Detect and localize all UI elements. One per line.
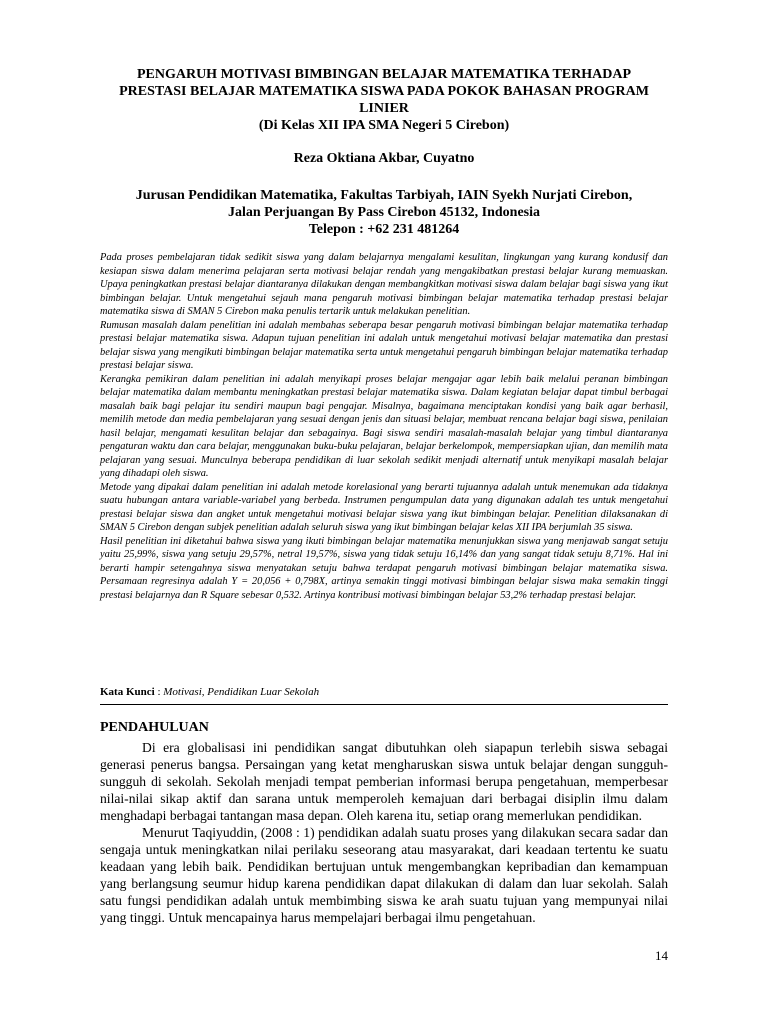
title-line-2: PRESTASI BELAJAR MATEMATIKA SISWA PADA POKOK BAHASAN PROGRAM xyxy=(119,84,649,99)
abstract-paragraph-3: Kerangka pemikiran dalam penelitian ini adalah menyikapi proses belajar mengajar agar lebih baik melalui peranan bimbingan belajar matematika dalam membantu meningkatkan prestasi belajar matematika siswa. Dalam kegiatan belajar dapat timbul berbagai masalah baik bagi pelajar itu sendiri maupun bagi pengajar. Misalnya, bagaimana menciptakan kondisi yang baik agar berhasil, memilih metode dan media pembelajaran yang sesuai dengan jenis dan situasi belajar, membuat rencana belajar bagi siswa, penilaian hasil belajar, mengamati kesulitan belajar dan sebagainya. Bagi siswa sendiri masalah-masalah belajar yang timbul diantaranya pengaturan waktu dan cara belajar, menggunakan buku-buku pelajaran, belajar berkelompok, mempersiapkan ujian, dan memilih mata pelajaran yang sesuai. Munculnya beberapa pendidikan di luar sekolah sedikit menjadi alternatif untuk menyikapi masalah belajar yang dihadapi oleh siswa. xyxy=(100,373,668,479)
body-paragraph-2: Menurut Taqiyuddin, (2008 : 1) pendidikan adalah suatu proses yang dilakukan secara sadar dan sengaja untuk meningkatkan nilai perilaku seseorang atau masyarakat, dari keadaan tertentu ke suatu keadaan yang lebih baik. Pendidikan bertujuan untuk mengembangkan kepribadian dan kemampuan yang berlangsung seumur hidup karena pendidikan dapat dilakukan di dalam dan luar sekolah. Salah satu fungsi pendidikan adalah untuk membimbing siswa ke arah suatu tujuan yang mempunyai nilai yang tinggi. Untuk mencapainya harus mempelajari berbagai ilmu pengetahuan. xyxy=(100,825,668,925)
affiliation xyxy=(100,187,668,238)
keywords-label: Kata Kunci xyxy=(100,686,155,698)
body-paragraph-1: Di era globalisasi ini pendidikan sangat dibutuhkan oleh siapapun terlebih siswa sebagai generasi penerus bangsa. Persaingan yang ketat mengharuskan siswa untuk belajar dengan sungguh-sungguh di sekolah. Sekolah menjadi tempat pemberian informasi berupa pengetahuan, memperbesar nilai-nilai sikap aktif dan sarana untuk memperoleh kemajuan dari berbagai disiplin ilmu dalam menghadapi berbagai tantangan masa depan. Oleh karena itu, setiap orang memerlukan pendidikan. xyxy=(100,740,668,823)
keywords-separator: : xyxy=(154,686,164,698)
divider xyxy=(100,704,668,705)
body-text xyxy=(100,739,668,926)
paper-title xyxy=(100,66,668,134)
affiliation-line-2: Jalan Perjuangan By Pass Cirebon 45132, Indonesia xyxy=(227,205,541,220)
abstract xyxy=(100,251,668,602)
page-number: 14 xyxy=(655,948,668,963)
keywords-value: Motivasi, Pendidikan Luar Sekolah xyxy=(163,686,320,698)
affiliation-line-1: Jurusan Pendidikan Matematika, Fakultas Tarbiyah, IAIN Syekh Nurjati Cirebon, xyxy=(135,188,633,203)
title-line-1: PENGARUH MOTIVASI BIMBINGAN BELAJAR MATEMATIKA TERHADAP xyxy=(136,67,632,82)
keywords xyxy=(100,686,668,698)
affiliation-line-3: Telepon : +62 231 481264 xyxy=(308,222,460,237)
abstract-paragraph-1: Pada proses pembelajaran tidak sedikit siswa yang dalam belajarnya mengalami kesulitan, lingkungan yang kurang kondusif dan kesiapan siswa dalam menerima pelajaran serta motivasi belajar rendah yang mengakibatkan prestasi belajar kurang memuaskan. Upaya peningkatkan prestasi belajar diantaranya dilakukan dengan membangkitkan motivasi siswa dalam belajar bagi siswa yang ikut bimbingan belajar. Untuk mengetahui sejauh mana pengaruh motivasi bimbingan belajar matematika terhadap prestasi belajar matematika siswa di SMAN 5 Cirebon maka penulis tertarik untuk melakukan penelitian. xyxy=(100,252,668,317)
abstract-paragraph-2: Rumusan masalah dalam penelitian ini adalah membahas seberapa besar pengaruh motivasi bimbingan belajar matematika terhadap prestasi belajar matematika siswa. Adapun tujuan penelitian ini adalah untuk mengetahui motivasi belajar matematika dan prestasi belajar siswa yang mengikuti bimbingan belajar matematika serta untuk mengetahui pengaruh bimbingan belajar matematika terhadap prestasi belajar siswa. xyxy=(100,319,668,371)
title-line-3: LINIER xyxy=(359,101,409,116)
authors: Reza Oktiana Akbar, Cuyatno xyxy=(293,151,475,166)
title-line-4: (Di Kelas XII IPA SMA Negeri 5 Cirebon) xyxy=(258,118,510,133)
abstract-paragraph-4: Metode yang dipakai dalam penelitian ini adalah metode korelasional yang berarti tujuannya adalah untuk menemukan ada tidaknya suatu hubungan antara variable-variabel yang berbeda. Instrumen pengumpulan data yang digunakan adalah tes untuk mengetahui prestasi belajar siswa dan angket untuk mengetahui motivasi belajar siswa yang ikut bimbingan belajar. Penelitian dilaksanakan di SMAN 5 Cirebon dengan subjek penelitian adalah seluruh siswa yang ikut bimbingan belajar kelas XII IPA berjumlah 35 siswa. xyxy=(100,481,668,533)
abstract-paragraph-5: Hasil penelitian ini diketahui bahwa siswa yang ikuti bimbingan belajar matematika menunjukkan siswa yang menjawab sangat setuju yaitu 25,99%, siswa yang setuju 29,57%, netral 19,57%, siswa yang tidak setuju 16,14% dan yang sangat tidak setuju 8,71%. Hal ini berarti hampir setengahnya siswa menyatakan setuju bahwa terdapat pengaruh motivasi bimbingan belajar matematika siswa. Persamaan regresinya adalah Y = 20,056 + 0,798X, artinya semakin tinggi motivasi bimbingan belajar siswa maka semakin tinggi prestasi belajarnya dan R Square sebesar 0,532. Artinya kontribusi motivasi bimbingan belajar 53,2% terhadap prestasi belajar. xyxy=(100,535,668,601)
section-title: PENDAHULUAN xyxy=(100,720,209,735)
